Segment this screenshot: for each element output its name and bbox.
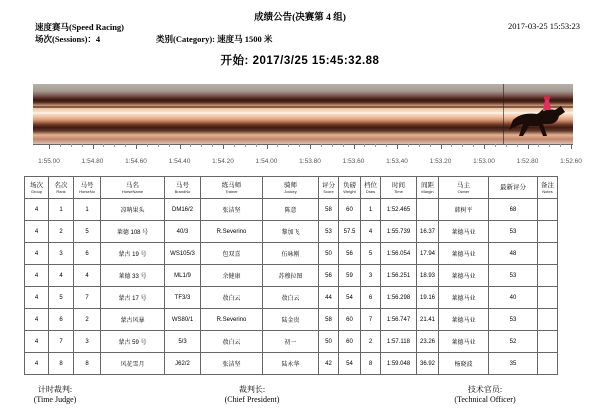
time-tick (180, 144, 181, 149)
column-header-cn: 间距 (421, 181, 434, 189)
table-cell: 53 (489, 221, 538, 243)
table-cell: 1:57.118 (381, 331, 417, 353)
table-cell: 8 (49, 353, 74, 375)
table-cell: 张洁坚 (201, 353, 263, 375)
table-cell: 23.26 (417, 331, 439, 353)
table-row (25, 265, 558, 287)
photo-streak (33, 106, 573, 108)
sessions-label: 场次(Sessions)：4 (35, 34, 101, 44)
table-cell: 53 (489, 265, 538, 287)
table-cell: 7 (74, 287, 101, 309)
table-cell: 4 (25, 243, 49, 265)
time-tick-label: 1:52.60 (560, 158, 582, 165)
table-cell: J62/2 (165, 353, 201, 375)
table-row (25, 199, 558, 221)
chief-president-label: 裁判长: (238, 385, 266, 394)
time-tick (310, 144, 311, 149)
time-tick (332, 144, 333, 147)
photo-streak (33, 124, 573, 126)
table-row (25, 243, 558, 265)
column-header (339, 177, 361, 199)
time-tick (354, 144, 355, 149)
time-tick (473, 144, 474, 147)
table-cell: 莱德马业 (439, 309, 489, 331)
column-header (165, 177, 201, 199)
table-cell: 张洁坚 (201, 199, 263, 221)
column-header-cn: 评分 (322, 181, 335, 189)
table-cell: 56 (339, 243, 361, 265)
chief-president-signature (212, 385, 292, 405)
table-cell: 3 (361, 265, 381, 287)
table-cell: 6 (49, 309, 74, 331)
column-header-cn: 马号 (176, 181, 189, 189)
table-cell: 莱德马业 (439, 331, 489, 353)
table-cell: 50 (319, 243, 339, 265)
table-cell: 4 (25, 221, 49, 243)
table-cell: 1:56.298 (381, 287, 417, 309)
column-header (74, 177, 101, 199)
column-header-en: Notes (542, 188, 553, 194)
column-header-en: Owner (457, 188, 470, 194)
table-cell: 凉呐果头 (101, 199, 165, 221)
table-cell: 敖白云 (263, 287, 319, 309)
table-cell: 余健康 (201, 265, 263, 287)
table-cell: 敖白云 (201, 331, 263, 353)
time-tick-label: 1:54.40 (168, 158, 191, 165)
table-cell: 53 (319, 221, 339, 243)
table-cell: 6 (74, 243, 101, 265)
table-cell: 8 (361, 353, 381, 375)
table-cell: 1:56.054 (381, 243, 417, 265)
time-tick (528, 144, 529, 149)
table-row (25, 287, 558, 309)
time-tick (506, 144, 507, 147)
event-name: 速度赛马(Speed Racing) (35, 22, 125, 32)
time-tick (245, 144, 246, 147)
table-cell: 陈意 (263, 199, 319, 221)
table-cell: 4 (25, 353, 49, 375)
table-cell: 40 (489, 287, 538, 309)
table-cell: 蒙古风暴 (101, 309, 165, 331)
time-tick-label: 1:52.80 (516, 158, 539, 165)
table-cell: 3 (74, 331, 101, 353)
table-cell (538, 287, 558, 309)
table-cell: 莱德马业 (439, 287, 489, 309)
time-tick (441, 144, 442, 149)
time-tick (82, 144, 83, 147)
time-tick (517, 144, 518, 147)
column-header-en: Score (323, 188, 334, 194)
table-cell: 莱德 33 号 (101, 265, 165, 287)
table-cell: 莱德 108 号 (101, 221, 165, 243)
column-header-en: HorseName (121, 188, 144, 194)
column-header (49, 177, 74, 199)
column-header-en: Time (394, 188, 403, 194)
table-cell (538, 331, 558, 353)
table-cell: 16.37 (417, 221, 439, 243)
column-header-cn: 名次 (54, 181, 68, 189)
time-tick (495, 144, 496, 147)
table-cell: 59 (339, 265, 361, 287)
time-judge-label: 计时裁判: (37, 385, 73, 394)
time-tick-label: 1:54.60 (125, 158, 147, 165)
time-tick (114, 144, 115, 147)
column-header-cn: 场次 (30, 181, 43, 189)
table-cell: 1:55.739 (381, 221, 417, 243)
column-header-en: Rank (56, 188, 66, 194)
table-cell: 黎加飞 (263, 221, 319, 243)
table-cell: 1 (74, 199, 101, 221)
table-cell: R.Severino (201, 221, 263, 243)
table-cell: 陆金贵 (263, 309, 319, 331)
column-header-en: Weight (343, 188, 356, 194)
column-header-cn: 马名 (126, 181, 139, 189)
table-cell: 2 (74, 309, 101, 331)
table-cell (538, 221, 558, 243)
table-cell: TF3/3 (165, 287, 201, 309)
column-header-cn: 档位 (364, 181, 377, 189)
time-tick (430, 144, 431, 147)
table-cell: 5 (361, 243, 381, 265)
table-cell (538, 353, 558, 375)
table-cell: 19.16 (417, 287, 439, 309)
table-cell (417, 199, 439, 221)
table-cell: 7 (49, 331, 74, 353)
table-cell: 伍咏刚 (263, 243, 319, 265)
time-tick (343, 144, 344, 147)
column-header-cn: 负磅 (343, 181, 356, 189)
report-title: 成绩公告(决赛第 4 组) (254, 13, 346, 23)
table-cell: 54 (339, 287, 361, 309)
table-row (25, 353, 558, 375)
table-cell: ML1/9 (165, 265, 201, 287)
time-tick (277, 144, 278, 147)
time-scale (33, 144, 573, 154)
table-cell: 54 (339, 353, 361, 375)
start-time: 开始: 2017/3/25 15:45:32.88 (220, 55, 380, 67)
table-cell: 莱德马业 (439, 221, 489, 243)
column-header-cn: 马号 (80, 181, 94, 189)
time-tick (462, 144, 463, 147)
time-tick (125, 144, 126, 147)
time-tick (49, 144, 50, 149)
table-body (25, 199, 558, 375)
table-cell: 3 (49, 243, 74, 265)
table-cell: 36.92 (417, 353, 439, 375)
table-cell: 1:52.465 (381, 199, 417, 221)
table-cell: 1 (361, 199, 381, 221)
table-cell: 18.93 (417, 265, 439, 287)
table-cell: 58 (319, 309, 339, 331)
time-tick (386, 144, 387, 147)
time-tick (223, 144, 224, 149)
table-cell: 4 (74, 265, 101, 287)
table-cell: 8 (74, 353, 101, 375)
column-header (361, 177, 381, 199)
time-tick (93, 144, 94, 149)
horse-rider-icon (503, 90, 573, 140)
table-cell: 50 (319, 331, 339, 353)
table-cell: 杨晓波 (439, 353, 489, 375)
table-cell: 1:56.747 (381, 309, 417, 331)
category-label: 类别(Category): 速度马 1500 米 (156, 34, 273, 44)
table-cell: 初一 (263, 331, 319, 353)
table-cell: 莱德马业 (439, 243, 489, 265)
column-header-en: BrandNo (174, 188, 191, 194)
column-header-en: Margin (421, 188, 434, 194)
column-header (417, 177, 439, 199)
table-cell: 60 (339, 331, 361, 353)
time-tick (397, 144, 398, 149)
table-cell: 2 (361, 331, 381, 353)
time-tick-label: 1:54.00 (255, 158, 278, 165)
time-tick-label: 1:53.60 (342, 158, 365, 165)
table-cell: 2 (49, 221, 74, 243)
time-tick (158, 144, 159, 147)
time-tick (71, 144, 72, 147)
time-tick (136, 144, 137, 149)
time-tick (538, 144, 539, 147)
table-cell: 4 (361, 221, 381, 243)
column-header (439, 177, 489, 199)
table-cell: 44 (319, 287, 339, 309)
table-cell: 21.41 (417, 309, 439, 331)
table-cell: 风花雪月 (101, 353, 165, 375)
time-judge-label-en: (Time Judge) (33, 395, 77, 404)
technical-officer-label-en: (Technical Officer) (454, 395, 516, 404)
table-cell: 莱德马业 (439, 265, 489, 287)
table-cell: 4 (25, 199, 49, 221)
column-header-en: HorseNo (79, 188, 95, 194)
finish-line (503, 84, 504, 144)
time-scale-labels (0, 158, 600, 168)
column-header-en: Group (30, 188, 43, 194)
table-cell: 4 (25, 309, 49, 331)
column-header (201, 177, 263, 199)
time-tick (571, 144, 572, 149)
time-tick (201, 144, 202, 147)
time-tick (103, 144, 104, 147)
time-tick (375, 144, 376, 147)
time-tick (288, 144, 289, 147)
table-cell: 4 (49, 265, 74, 287)
table-cell: 4 (25, 331, 49, 353)
table-row (25, 331, 558, 353)
time-tick (60, 144, 61, 147)
time-tick (451, 144, 452, 147)
report-datetime: 2017-03-25 15:53:23 (507, 21, 580, 31)
column-header-cn: 最新评分 (500, 184, 526, 191)
table-cell: R.Severino (201, 309, 263, 331)
time-tick (212, 144, 213, 147)
time-tick-label: 1:54.20 (212, 158, 234, 165)
time-tick (321, 144, 322, 147)
table-cell: 48 (489, 243, 538, 265)
table-cell: 陆永华 (263, 353, 319, 375)
table-cell: 1:59.048 (381, 353, 417, 375)
column-header (319, 177, 339, 199)
time-tick (364, 144, 365, 147)
table-cell: 4 (25, 287, 49, 309)
time-tick (419, 144, 420, 147)
time-tick-label: 1:55.00 (38, 158, 60, 165)
table-cell: 17.94 (417, 243, 439, 265)
table-cell: 1 (49, 199, 74, 221)
table-cell: 52 (489, 331, 538, 353)
column-header (489, 177, 538, 199)
column-header (25, 177, 49, 199)
column-header-cn: 备注 (541, 181, 554, 189)
table-cell: 60 (339, 199, 361, 221)
time-tick (190, 144, 191, 147)
table-cell: WS80/1 (165, 309, 201, 331)
technical-officer-signature (445, 385, 525, 405)
time-tick-label: 1:54.80 (81, 158, 104, 165)
time-tick (299, 144, 300, 147)
photo-finish-image (33, 84, 573, 144)
table-header-row (25, 177, 558, 199)
table-cell: 6 (361, 287, 381, 309)
table-cell (538, 243, 558, 265)
time-tick (256, 144, 257, 147)
column-header-cn: 骑师 (284, 181, 297, 189)
table-cell: 敖白云 (201, 287, 263, 309)
column-header (538, 177, 558, 199)
technical-officer-label: 技术官员: (467, 385, 503, 394)
time-tick (484, 144, 485, 149)
time-tick (169, 144, 170, 147)
column-header-en: Trainer (225, 188, 238, 194)
table-cell: 42 (319, 353, 339, 375)
column-header (381, 177, 417, 199)
column-header-cn: 练马师 (221, 181, 242, 189)
table-cell: 蒙古 59 号 (101, 331, 165, 353)
column-header-cn: 时间 (392, 181, 405, 189)
time-tick-label: 1:53.00 (473, 158, 495, 165)
table-row (25, 221, 558, 243)
time-judge-signature (25, 385, 85, 405)
time-tick (408, 144, 409, 147)
time-tick (549, 144, 550, 147)
table-cell: 苏穆拉图 (263, 265, 319, 287)
table-cell (538, 309, 558, 331)
time-tick (234, 144, 235, 147)
table-cell: 包双喜 (201, 243, 263, 265)
table-cell: DM16/2 (165, 199, 201, 221)
table-cell: 7 (361, 309, 381, 331)
table-cell: 韩树平 (439, 199, 489, 221)
time-tick (147, 144, 148, 147)
table-cell: 60 (339, 309, 361, 331)
column-header-en: Draw (365, 188, 376, 194)
column-header-en: Jockey (284, 188, 297, 194)
results-table (24, 176, 558, 375)
table-cell: 蒙古 17 号 (101, 287, 165, 309)
table-cell (538, 265, 558, 287)
column-header-cn: 马主 (457, 181, 470, 189)
table-cell: 53 (489, 309, 538, 331)
table-cell: 56 (319, 265, 339, 287)
time-tick (560, 144, 561, 147)
table-cell: 蒙古 19 号 (101, 243, 165, 265)
table-cell: 57.5 (339, 221, 361, 243)
column-header (101, 177, 165, 199)
time-tick-label: 1:53.20 (429, 158, 452, 165)
time-tick-label: 1:53.40 (386, 158, 408, 165)
table-cell: 58 (319, 199, 339, 221)
table-row (25, 309, 558, 331)
table-cell: 40/3 (165, 221, 201, 243)
table-cell: 5 (49, 287, 74, 309)
table-cell: 5/3 (165, 331, 201, 353)
column-header (263, 177, 319, 199)
table-cell: 5 (74, 221, 101, 243)
table-cell (538, 199, 558, 221)
table-cell: 68 (489, 199, 538, 221)
table-cell: 35 (489, 353, 538, 375)
time-tick (267, 144, 268, 149)
table-cell: 4 (25, 265, 49, 287)
photo-streak (33, 112, 573, 114)
table-cell: WS105/3 (165, 243, 201, 265)
time-tick-label: 1:53.80 (299, 158, 321, 165)
table-cell: 1:56.251 (381, 265, 417, 287)
chief-president-label-en: (Chief President) (224, 395, 280, 404)
